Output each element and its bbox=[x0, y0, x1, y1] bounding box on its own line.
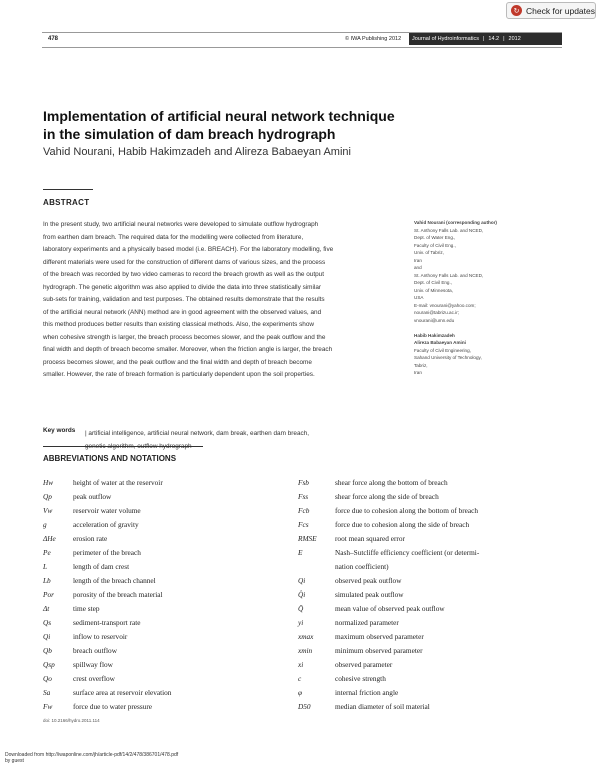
abstract-line: hydrograph. The genetic algorithm was also applied to divide the data into three statistically similar bbox=[43, 283, 322, 291]
notation-row bbox=[298, 646, 558, 660]
affiliation-line: Alireza Babaeyan Amini bbox=[414, 340, 466, 345]
abstract-line: of the artificial neural network (ANN) method are in good agreement with the observed values, and bbox=[43, 308, 322, 316]
abstract-line: from earthen dam breach. The required data for the modelling were collected from literature, bbox=[43, 233, 304, 241]
notation-row bbox=[298, 478, 558, 492]
title-line: Implementation of artificial neural network technique bbox=[43, 108, 395, 124]
notation-symbol: Fw bbox=[43, 702, 53, 711]
keywords-line: genetic algorithm, outflow hydrograph bbox=[85, 443, 192, 450]
affiliation-line bbox=[414, 324, 554, 332]
affiliation-line: and bbox=[414, 265, 422, 270]
notation-symbol: Qsp bbox=[43, 660, 55, 669]
notation-definition: length of dam crest bbox=[73, 562, 130, 571]
affiliation-line: vnourani@umn.edu bbox=[414, 317, 455, 323]
abstract-text bbox=[43, 219, 401, 382]
notation-definition: shear force along the side of breach bbox=[335, 492, 439, 501]
notation-symbol: Δt bbox=[43, 604, 50, 613]
notation-row bbox=[43, 506, 303, 520]
abstract-line: different materials were used for the construction of different dams of various sizes, and the process bbox=[43, 258, 326, 266]
abstract-line: this method produces better results than existing classical methods. Also, the experiments show bbox=[43, 321, 315, 328]
affiliation-line: E-mail: vnourani@yahoo.com; bbox=[414, 302, 476, 308]
notation-symbol: xmin bbox=[298, 646, 313, 655]
notation-symbol: Qs bbox=[43, 618, 52, 627]
notation-definition: observed peak outflow bbox=[335, 576, 402, 585]
notation-definition: length of the breach channel bbox=[73, 576, 156, 585]
notation-definition: breach outflow bbox=[73, 646, 117, 655]
abstract-divider bbox=[43, 189, 93, 190]
notation-definition: spillway flow bbox=[73, 660, 113, 669]
notation-definition: peak outflow bbox=[73, 492, 112, 501]
affiliation-line: Dept. of Water Eng., bbox=[414, 235, 456, 240]
title-line: in the simulation of dam breach hydrograph bbox=[43, 126, 336, 142]
notation-symbol: Sa bbox=[43, 688, 51, 697]
journal-volume: 14.2 bbox=[488, 36, 500, 42]
notation-row bbox=[298, 604, 558, 618]
affiliation-line: Sahand University of Technology, bbox=[414, 355, 482, 360]
notation-symbol: Fcb bbox=[298, 506, 310, 515]
journal-year: 2012 bbox=[508, 36, 521, 42]
affiliation-line: St. Anthony Falls Lab. and NCED, bbox=[414, 272, 484, 278]
notation-row bbox=[43, 674, 303, 688]
notation-symbol: Qo bbox=[43, 674, 52, 683]
notation-row bbox=[43, 576, 306, 590]
update-icon: ↻ bbox=[511, 5, 522, 16]
notation-definition: crest overflow bbox=[73, 674, 115, 683]
abstract-line: final width and depth of breach become smaller. Moreover, when the friction angle is larger, the breach bbox=[43, 346, 333, 353]
notation-definition: observed parameter bbox=[335, 660, 393, 669]
affiliation-line: Faculty of Civil Eng., bbox=[414, 242, 456, 248]
keywords-text bbox=[85, 427, 405, 453]
abstract-line: when cohesive strength is larger, the breach process becomes slower, and the peak outflow and the bbox=[43, 333, 326, 341]
notation-symbol: Pe bbox=[43, 548, 51, 557]
notation-row bbox=[298, 674, 558, 688]
article-title bbox=[43, 107, 423, 143]
notation-row bbox=[43, 520, 303, 534]
notation-row bbox=[43, 604, 303, 618]
notation-symbol: Por bbox=[43, 590, 54, 599]
notation-row bbox=[43, 590, 306, 604]
notation-symbol: L bbox=[43, 562, 48, 571]
keywords-label: Key words bbox=[43, 427, 76, 434]
notation-definition: force due to water pressure bbox=[73, 702, 153, 711]
notation-row bbox=[298, 492, 558, 506]
notation-row bbox=[298, 520, 558, 534]
notation-row bbox=[298, 562, 558, 576]
notation-symbol: yi bbox=[298, 618, 304, 627]
notation-row bbox=[298, 632, 558, 646]
notation-definition: porosity of the breach material bbox=[73, 590, 163, 599]
abstract-line: In the present study, two artificial neural networks were developed to simulate outflow hydrograph bbox=[43, 221, 319, 228]
notation-row bbox=[298, 660, 558, 674]
notation-definition: maximum observed parameter bbox=[335, 632, 424, 641]
notation-row bbox=[298, 590, 558, 604]
abstract-line: smaller. However, the rate of breach formation is particularly dependent upon the soil properties. bbox=[43, 371, 315, 378]
affiliation-line: St. Anthony Falls Lab. and NCED, bbox=[414, 227, 484, 233]
notation-definition: force due to cohesion along the side of breach bbox=[335, 520, 470, 529]
notation-symbol: Fcs bbox=[298, 520, 309, 529]
notation-symbol: E bbox=[298, 548, 303, 557]
notation-symbol: c bbox=[298, 674, 302, 683]
notation-definition: mean value of observed peak outflow bbox=[335, 604, 445, 613]
notation-symbol: xmax bbox=[298, 632, 314, 641]
affiliation-line: Tabriz, bbox=[414, 362, 428, 368]
doi: doi: 10.2166/hydro.2011.114 bbox=[43, 718, 100, 723]
notation-symbol: Fss bbox=[298, 492, 309, 501]
abstract-line: sub-sets for training, validation and test purposes. The obtained results demonstrate that the results bbox=[43, 296, 325, 303]
notation-definition: force due to cohesion along the bottom of breach bbox=[335, 506, 479, 515]
notation-symbol: xi bbox=[298, 660, 304, 669]
notation-row bbox=[298, 548, 558, 562]
abstract-line: of the breach was recorded by two video cameras to record the breach growth as well as the output bbox=[43, 271, 324, 278]
author-list: Vahid Nourani, Habib Hakimzadeh and Alireza Babaeyan Amini bbox=[43, 146, 351, 158]
notation-definition: root mean squared error bbox=[335, 534, 405, 543]
notation-row bbox=[298, 534, 558, 548]
journal-banner: Journal of Hydroinformatics | 14.2 | 2012 bbox=[409, 33, 562, 45]
affiliation-line: Univ. of Minnesota, bbox=[414, 287, 453, 293]
notation-row bbox=[43, 492, 303, 506]
notation-definition: height of water at the reservoir bbox=[73, 478, 163, 487]
affiliation-line: Iran bbox=[414, 370, 422, 375]
notation-symbol: ΔHe bbox=[43, 534, 56, 543]
notation-symbol: Qi bbox=[298, 576, 306, 585]
notation-row bbox=[43, 660, 303, 674]
affiliation-line: Iran bbox=[414, 257, 422, 263]
abstract-line: laboratory experiments and a physically based model (i.e. BREACH). For the laboratory modelling, five bbox=[43, 246, 334, 253]
notation-symbol: Qi bbox=[43, 632, 51, 641]
notation-definition: median diameter of soil material bbox=[335, 702, 430, 711]
notation-definition: perimeter of the breach bbox=[73, 548, 141, 557]
notation-symbol: Qb bbox=[43, 646, 52, 655]
notation-symbol: D50 bbox=[298, 702, 311, 711]
notation-definition: cohesive strength bbox=[335, 674, 386, 683]
notation-definition: inflow to reservoir bbox=[73, 632, 128, 641]
notation-definition: sediment-transport rate bbox=[73, 618, 141, 627]
notation-definition: erosion rate bbox=[73, 534, 108, 543]
notation-row bbox=[43, 548, 303, 562]
affiliation-line: USA bbox=[414, 295, 424, 300]
notation-definition: reservoir water volume bbox=[73, 506, 141, 515]
notation-symbol: Q̂i bbox=[298, 590, 306, 599]
author-affiliations bbox=[414, 219, 554, 377]
notation-definition: surface area at reservoir elevation bbox=[73, 688, 172, 697]
notation-definition: time step bbox=[73, 604, 100, 613]
notation-symbol: Qp bbox=[43, 492, 52, 501]
notation-row bbox=[298, 618, 558, 632]
notation-symbol: Fsb bbox=[298, 478, 309, 487]
affiliation-line: Faculty of Civil Engineering, bbox=[414, 347, 471, 353]
abbreviations-heading: ABBREVIATIONS AND NOTATIONS bbox=[43, 454, 177, 463]
check-for-updates-label: Check for updates bbox=[526, 5, 595, 16]
download-footer bbox=[5, 752, 178, 764]
notation-row bbox=[43, 478, 303, 492]
notation-row bbox=[298, 576, 558, 590]
notation-row bbox=[43, 646, 303, 660]
notation-row bbox=[298, 702, 558, 716]
notation-symbol: φ bbox=[298, 688, 303, 697]
abstract-line: process becomes slower, and the peak outflow and the final width and depth of breach become bbox=[43, 358, 312, 366]
keywords-line: | artificial intelligence, artificial neural network, dam break, earthen dam breach, bbox=[85, 430, 310, 437]
notation-symbol: Vw bbox=[43, 506, 53, 515]
notation-row bbox=[43, 702, 303, 716]
affiliation-line: Vahid Nourani (corresponding author) bbox=[414, 220, 497, 225]
publisher-credit: © IWA Publishing 2012 bbox=[345, 36, 402, 42]
notation-definition: Nash–Sutcliffe efficiency coefficient (or determi- bbox=[335, 548, 480, 557]
notation-row bbox=[298, 688, 558, 702]
notation-definition: nation coefficient) bbox=[335, 562, 389, 571]
notation-row bbox=[298, 506, 558, 520]
notation-definition: shear force along the bottom of breach bbox=[335, 478, 448, 487]
affiliation-line: nourani@tabrizu.ac.ir; bbox=[414, 310, 460, 315]
notation-symbol: g bbox=[43, 520, 47, 529]
notation-symbol: Q̄ bbox=[298, 604, 304, 613]
notation-definition: internal friction angle bbox=[335, 688, 399, 697]
affiliation-line: Univ. of Tabriz, bbox=[414, 250, 444, 255]
abstract-heading: ABSTRACT bbox=[43, 198, 90, 207]
notation-definition: normalized parameter bbox=[335, 618, 399, 627]
footer-line: by guest bbox=[5, 758, 24, 764]
notation-definition: acceleration of gravity bbox=[73, 520, 139, 529]
check-for-updates-button[interactable] bbox=[506, 2, 596, 19]
notation-row bbox=[43, 632, 303, 646]
notation-definition: simulated peak outflow bbox=[335, 590, 404, 599]
affiliation-line: Habib Hakimzadeh bbox=[414, 332, 455, 338]
page-number: 478 bbox=[48, 36, 59, 42]
notation-symbol: Hw bbox=[43, 478, 54, 487]
affiliation-line: Dept. of Civil Eng., bbox=[414, 280, 453, 285]
footer-line: Downloaded from http://iwaponline.com/jh/article-pdf/14/2/478/386701/478.pdf bbox=[5, 752, 179, 758]
notation-symbol: Lb bbox=[43, 576, 51, 585]
abbreviations-divider bbox=[43, 446, 203, 447]
notation-definition: minimum observed parameter bbox=[335, 646, 423, 655]
notation-row bbox=[43, 688, 303, 702]
notation-list-right bbox=[298, 478, 558, 718]
notation-symbol: RMSE bbox=[298, 534, 317, 543]
journal-name: Journal of Hydroinformatics bbox=[412, 36, 479, 42]
notation-row bbox=[43, 562, 303, 576]
notation-row bbox=[43, 618, 303, 632]
notation-row bbox=[43, 534, 303, 548]
